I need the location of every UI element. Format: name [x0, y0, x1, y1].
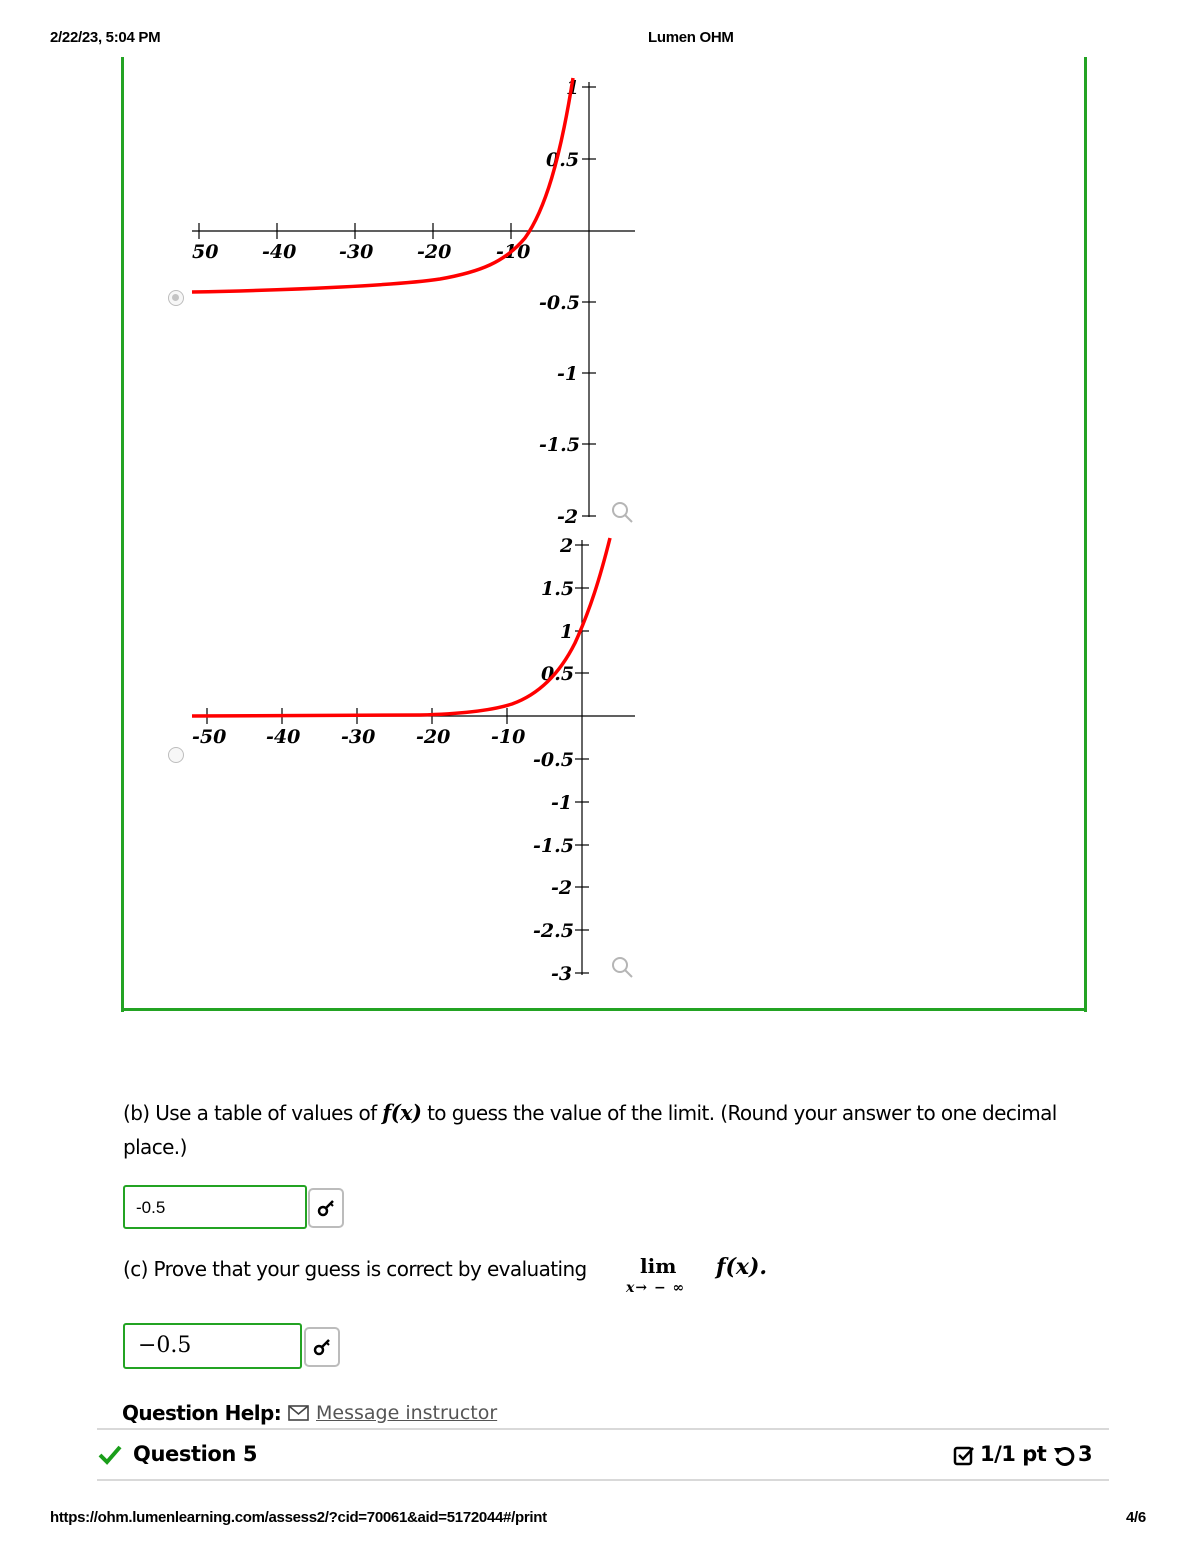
graph-2-ytick: -2 — [551, 877, 573, 899]
part-b-fx: f(x) — [382, 1100, 422, 1125]
limit-word: lim — [640, 1254, 677, 1278]
part-c-key-button[interactable] — [304, 1327, 340, 1367]
graph-1-ytick: -2 — [557, 506, 579, 528]
graph-2-ytick: -0.5 — [533, 749, 574, 771]
graph-1-xtick: -20 — [417, 241, 452, 263]
graph-2-ytick: -1 — [551, 792, 573, 814]
question-help-label: Question Help: — [122, 1401, 282, 1425]
zoom-icon — [613, 958, 632, 977]
graph-1-ytick: -1 — [557, 363, 579, 385]
envelope-icon — [288, 1405, 310, 1422]
graph-2-ytick: 0.5 — [541, 663, 575, 685]
graph-2-curve — [192, 538, 610, 716]
question-5-attempts: 3 — [1078, 1442, 1093, 1466]
graph-2-ytick: -2.5 — [533, 920, 574, 942]
part-b-answer-field[interactable]: -0.5 — [123, 1185, 307, 1229]
graph-2-ytick: 2 — [560, 535, 574, 557]
key-icon — [316, 1198, 336, 1218]
graph-2-xtick: -20 — [416, 726, 451, 748]
graph-2-ytick: 1 — [560, 621, 574, 643]
part-c-question: (c) Prove that your guess is correct by evaluating — [123, 1257, 587, 1281]
part-b-key-button[interactable] — [308, 1188, 344, 1228]
message-instructor-link[interactable]: Message instructor — [316, 1402, 498, 1424]
retry-icon — [1053, 1445, 1077, 1467]
graph-1-ytick: 1 — [566, 77, 580, 99]
graph-1-xtick: -10 — [496, 241, 531, 263]
graph-2-xtick: -40 — [266, 726, 301, 748]
graph-2-xtick: -50 — [192, 726, 227, 748]
check-icon — [98, 1445, 122, 1465]
part-b-question: (b) Use a table of values of f(x) to guess the value of the limit. (Round your answer to one decimal place.) — [123, 1100, 1057, 1159]
graph-1-ytick: -1.5 — [539, 434, 580, 456]
graph-2-xtick: -10 — [491, 726, 526, 748]
graph-1-xtick: 50 — [192, 241, 219, 263]
print-timestamp: 2/22/23, 5:04 PM — [50, 29, 161, 46]
graph-1-xtick: -40 — [262, 241, 297, 263]
graph-1-ytick: 0.5 — [546, 149, 580, 171]
print-site-title: Lumen OHM — [648, 29, 734, 46]
graph-1-ytick: -0.5 — [539, 292, 580, 314]
question-5-score: 1/1 pt — [980, 1442, 1047, 1466]
score-check-icon — [953, 1445, 975, 1467]
graph-2-xtick: -30 — [341, 726, 376, 748]
part-c-answer-field[interactable]: −0.5 — [123, 1323, 302, 1369]
limit-subscript: x→ − ∞ — [626, 1280, 686, 1296]
graph-2-ytick: 1.5 — [541, 578, 575, 600]
divider — [97, 1479, 1109, 1481]
print-page-number: 4/6 — [1126, 1509, 1146, 1526]
graph-2-ytick: -1.5 — [533, 835, 574, 857]
graph-1-xtick: -30 — [339, 241, 374, 263]
divider — [97, 1428, 1109, 1430]
question-5-title[interactable]: Question 5 — [133, 1442, 258, 1466]
print-url: https://ohm.lumenlearning.com/assess2/?cid=70061&aid=5172044#/print — [50, 1509, 547, 1526]
key-icon — [312, 1337, 332, 1357]
part-c-fx: f(x). — [716, 1254, 768, 1280]
graph-2-ytick: -3 — [551, 963, 573, 985]
